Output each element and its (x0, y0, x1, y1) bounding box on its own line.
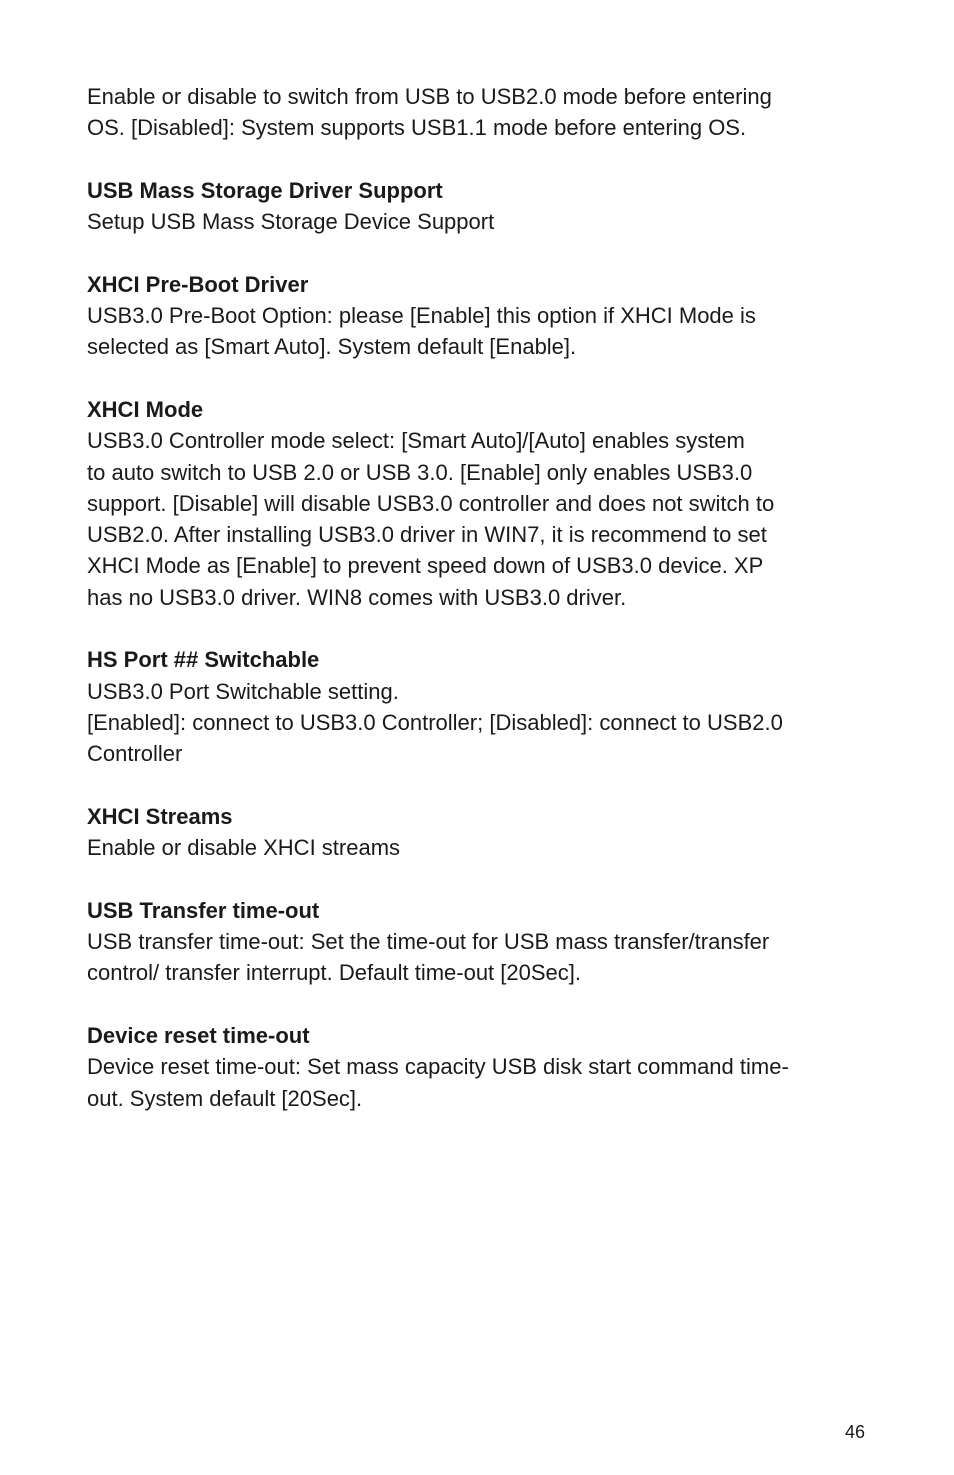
section-title: XHCI Streams (87, 803, 233, 829)
section-xhci-pre-boot-driver (87, 269, 877, 363)
section-usb-transfer-time-out (87, 895, 877, 989)
section-line: USB3.0 Controller mode select: [Smart Auto]/[Auto] enables system (87, 428, 745, 454)
section-xhci-streams (87, 801, 877, 864)
section-line: XHCI Mode as [Enable] to prevent speed down of USB3.0 device. XP (87, 553, 764, 579)
intro-line: Enable or disable to switch from USB to USB2.0 mode before entering (87, 84, 772, 109)
section-device-reset-time-out (87, 1020, 877, 1114)
intro-paragraph (87, 81, 877, 144)
section-line: control/ transfer interrupt. Default time-out [20Sec]. (87, 960, 582, 986)
section-title: USB Transfer time-out (87, 897, 320, 923)
section-line: Controller (87, 741, 183, 767)
section-line: support. [Disable] will disable USB3.0 controller and does not switch to (87, 490, 775, 516)
section-line: USB2.0. After installing USB3.0 driver in WIN7, it is recommend to set (87, 522, 767, 548)
section-title: Device reset time-out (87, 1022, 310, 1048)
section-line: to auto switch to USB 2.0 or USB 3.0. [Enable] only enables USB3.0 (87, 459, 753, 485)
section-hs-port-switchable (87, 644, 877, 769)
section-line: USB transfer time-out: Set the time-out for USB mass transfer/transfer (87, 929, 770, 955)
section-line: [Enabled]: connect to USB3.0 Controller; [Disabled]: connect to USB2.0 (87, 709, 783, 735)
section-title: USB Mass Storage Driver Support (87, 177, 443, 203)
intro-line: OS. [Disabled]: System supports USB1.1 mode before entering OS. (87, 115, 747, 141)
section-title: XHCI Pre-Boot Driver (87, 271, 309, 297)
section-line: USB3.0 Pre-Boot Option: please [Enable] this option if XHCI Mode is (87, 303, 756, 329)
section-title: HS Port ## Switchable (87, 647, 320, 673)
section-line: USB3.0 Port Switchable setting. (87, 678, 399, 704)
section-line: Setup USB Mass Storage Device Support (87, 209, 495, 235)
section-usb-mass-storage-driver-support (87, 175, 877, 238)
section-line: Device reset time-out: Set mass capacity USB disk start command time- (87, 1054, 789, 1080)
section-title: XHCI Mode (87, 396, 204, 422)
section-line: out. System default [20Sec]. (87, 1085, 363, 1111)
page-number: 46 (845, 1422, 866, 1442)
section-xhci-mode (87, 394, 877, 613)
section-line: has no USB3.0 driver. WIN8 comes with USB3.0 driver. (87, 584, 627, 610)
document-body (87, 81, 877, 1145)
section-line: selected as [Smart Auto]. System default [Enable]. (87, 334, 577, 360)
section-line: Enable or disable XHCI streams (87, 835, 401, 861)
